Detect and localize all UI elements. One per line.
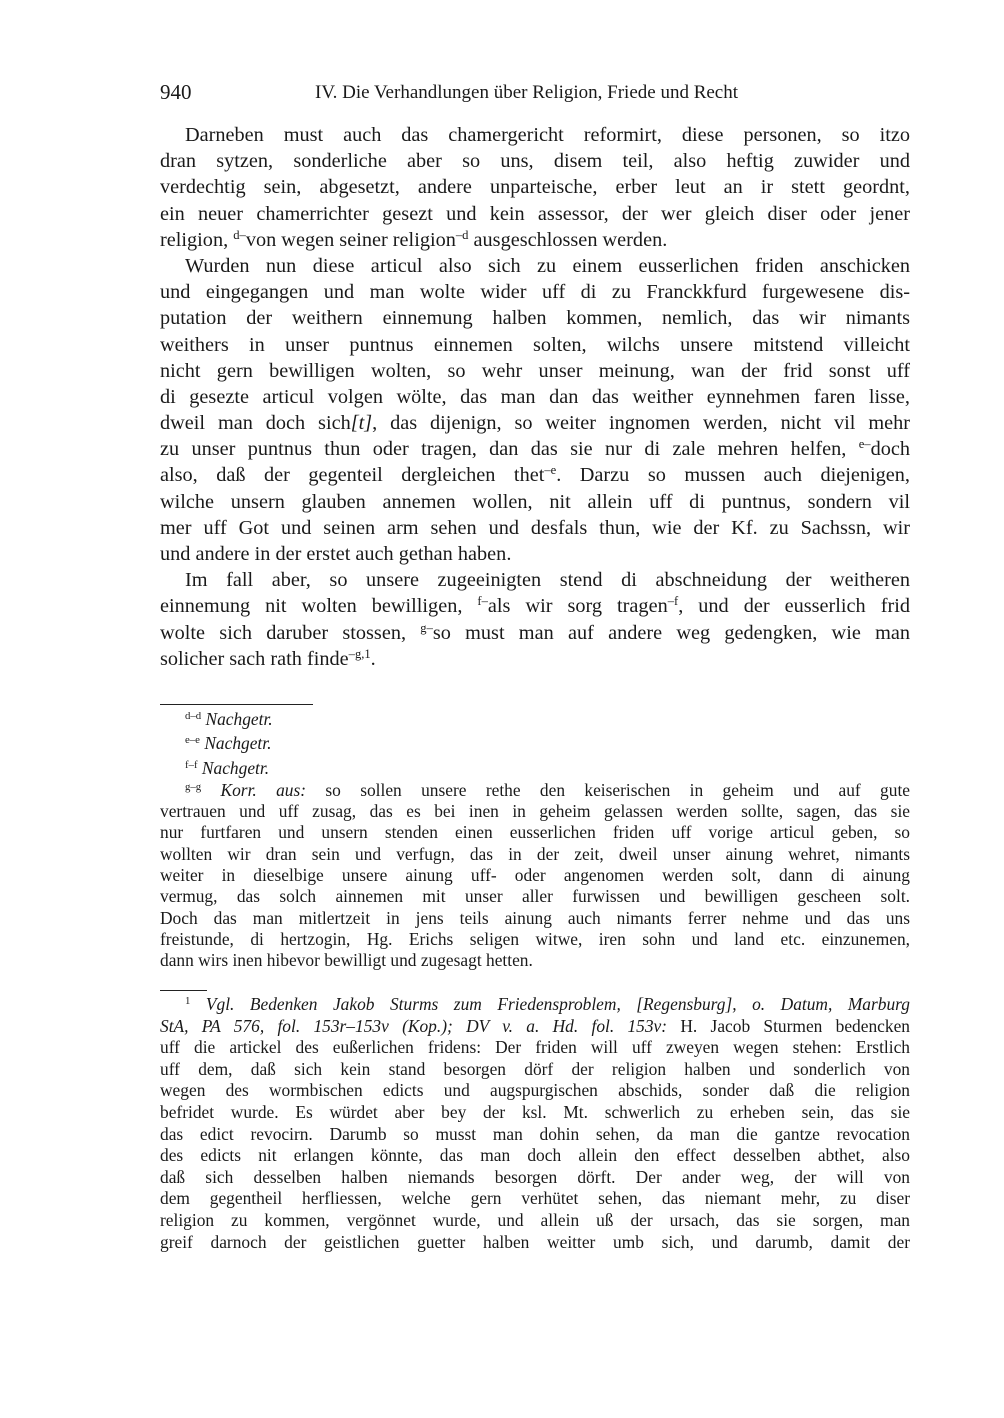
text-line xyxy=(160,865,910,886)
note-marker: –g,1 xyxy=(348,646,371,661)
text-line xyxy=(160,384,910,410)
text-line xyxy=(160,731,910,755)
text-segment: und andere in der erstet auch gethan haben. xyxy=(160,543,512,565)
text-segment: das edict revocirn. Darumb so musst man dohin sehen, da man die gantze revocation xyxy=(160,1123,910,1144)
text-segment: wollten wir dran sein und verfugn, das in der zeit, dweil unser ainung wehret, nimants xyxy=(160,843,910,864)
text-line xyxy=(160,1016,910,1038)
text-segment: vertrauen und uff zusag, das es bei inen in geheim gelassen werden sollte, sagen, das sie xyxy=(160,801,910,822)
text-line xyxy=(160,1080,910,1102)
page-number: 940 xyxy=(160,80,192,104)
footnote-divider xyxy=(160,704,313,705)
text-line xyxy=(160,1232,910,1254)
text-segment: dweil man doch sich xyxy=(160,412,351,435)
text-segment: Wurden nun diese articul also sich zu einem eusserlichen friden anschicken xyxy=(185,254,910,277)
text-segment: , das dijenign, so weiter ingnomen werden, nicht vil mehr xyxy=(372,412,910,435)
text-line xyxy=(160,1188,910,1210)
note-marker: f– xyxy=(477,594,488,609)
text-segment: zu unser puntnus thun oder tragen, dan das sie nur di zale mehren helfen, xyxy=(160,438,859,461)
text-line xyxy=(160,174,910,200)
text-line xyxy=(160,886,910,907)
note-marker: –d xyxy=(455,227,469,242)
text-line xyxy=(160,707,910,731)
text-segment: dem gegentheil herfliessen, welche gern verhütet sehen, das niemant mehr, zu diser xyxy=(160,1188,910,1209)
text-line xyxy=(160,994,910,1016)
text-segment: als wir sorg tragen xyxy=(487,595,668,618)
text-segment: Im fall aber, so unsere zugeeinigten stend di abschneidung der weitheren xyxy=(185,569,910,592)
text-line xyxy=(160,929,910,950)
text-line xyxy=(160,201,910,227)
note-marker: d–d xyxy=(185,710,202,723)
text-segment: verdechtig sein, abgesetzt, andere unparteische, erber leut an ir stett geordnt, xyxy=(160,176,910,199)
italic-text: Vgl. Bedenken Jakob Sturms zum Friedensproblem, [Regensburg], o. Datum, Marburg xyxy=(205,994,910,1014)
text-line xyxy=(160,950,910,971)
main-text xyxy=(160,122,910,672)
text-segment: solicher sach rath finde xyxy=(160,647,349,670)
running-title: IV. Die Verhandlungen über Religion, Friede und Recht xyxy=(315,82,739,103)
text-segment xyxy=(201,780,220,800)
text-segment: religion zu kommen, vergönnet wurde, und allein uß der ursach, das sie sorgen, man xyxy=(160,1209,910,1230)
text-segment: also, daß der gegenteil dergleichen thet xyxy=(160,464,545,487)
note-marker: e– xyxy=(858,437,871,452)
note-marker: e–e xyxy=(185,734,200,747)
text-segment: dran sytzen, sonderliche aber so uns, disem teil, also heftig zuwider und xyxy=(160,150,910,173)
text-segment: und eingegangen und man wolte wider uff di zu Franckkfurd furgewesene dis- xyxy=(160,281,910,304)
text-line xyxy=(160,1210,910,1232)
text-segment: wegen des wormbischen edicts und augspurgischen abschids, sonder daß die religion xyxy=(160,1080,910,1101)
text-segment: weithers in unser puntnus einnemen solten, wilchs unsere mitstend villeicht xyxy=(160,333,910,356)
text-line xyxy=(160,410,910,436)
text-segment: so must man auf andere weg gedengken, wie man xyxy=(432,621,910,644)
text-line xyxy=(160,462,910,488)
italic-text: Nachgetr. xyxy=(201,757,270,778)
text-line xyxy=(160,756,910,780)
note-marker: g– xyxy=(420,620,433,635)
note-marker: d– xyxy=(233,227,246,242)
text-line xyxy=(160,844,910,865)
text-line xyxy=(160,489,910,515)
text-segment: doch xyxy=(870,438,910,461)
text-line xyxy=(160,1167,910,1189)
text-segment: daß sich desselben halben niemands besorgen dörft. Der ander weg, der will von xyxy=(160,1166,910,1187)
text-segment: vermug, das solch ainnemen mit unser aller furwissen und bewilligen gescheen solt. xyxy=(160,886,910,907)
text-line xyxy=(160,227,910,253)
note-marker: 1 xyxy=(185,995,191,1008)
text-segment: Darneben must auch das chamergericht reformirt, diese personen, so itzo xyxy=(185,124,910,146)
text-line xyxy=(160,620,910,646)
italic-text: Nachgetr. xyxy=(204,733,272,754)
text-line xyxy=(160,1145,910,1167)
text-line xyxy=(160,332,910,358)
text-line xyxy=(160,593,910,619)
text-segment: befridet wurde. Es würdet aber bey der ksl. Mt. schwerlich zu erheben sein, das sie xyxy=(160,1101,910,1122)
text-line xyxy=(160,279,910,305)
text-segment: di gesezte articul volgen wölte, das man dan das weither eynnehmen faren lisse, xyxy=(160,385,910,408)
note-marker: f–f xyxy=(185,758,198,771)
text-segment: nur furtfaren und unsern stenden einen eusserlichen friden uff vorige articul geben, so xyxy=(160,822,910,843)
text-segment: weiter in dieselbige unsere ainung uff- oder angenomen werden solt, dann di ainung xyxy=(160,865,910,886)
italic-text: StA, PA 576, fol. 153r–153v (Kop.); DV v. a. Hd. fol. 153v: xyxy=(160,1015,668,1036)
text-segment: ausgeschlossen werden. xyxy=(468,228,668,251)
note-marker: g–g xyxy=(185,780,202,793)
text-segment: von wegen seiner religion xyxy=(245,228,456,251)
italic-text: Korr. aus: xyxy=(220,779,307,800)
text-line xyxy=(160,305,910,331)
text-line xyxy=(160,358,910,384)
text-line xyxy=(160,801,910,822)
text-segment: wolte sich daruber stossen, xyxy=(160,621,421,644)
text-line xyxy=(160,1059,910,1081)
text-segment: religion, xyxy=(160,228,234,251)
text-segment: . xyxy=(370,647,376,670)
text-line xyxy=(160,1124,910,1146)
text-segment: mer uff Got und seinen arm sehen und desfals thun, wie der Kf. zu Sachssn, wir xyxy=(160,516,910,539)
text-line xyxy=(160,1102,910,1124)
italic-text: Nachgetr. xyxy=(205,709,273,729)
text-segment: ein neuer chamerrichter gesezt und kein assessor, der wer gleich diser oder jener xyxy=(160,202,910,225)
text-line xyxy=(160,122,910,148)
text-segment: uff die artickel des eußerlichen fridens: Der friden will uff zweyen wegen stehen: Erstlich xyxy=(160,1037,910,1058)
text-segment: des edicts nit erlangen könnte, das man doch allein den effect desselben abthet, also xyxy=(160,1145,910,1166)
text-segment: dann wirs inen hibevor bewilligt und zugesagt hetten. xyxy=(160,950,533,971)
text-segment: , und der eusserlich frid xyxy=(678,595,910,618)
text-line xyxy=(160,148,910,174)
footnote-1 xyxy=(160,994,910,1253)
text-segment: Doch das man mitlertzeit in jens teils ainung auch nimants ferrer nehme und das uns xyxy=(160,907,910,928)
text-segment: . Darzu so mussen auch diejenigen, xyxy=(556,464,910,487)
text-segment: greif darnoch der geistlichen guetter halben weitter umb sich, und darumb, damit der xyxy=(160,1231,910,1252)
text-line xyxy=(160,822,910,843)
text-line xyxy=(160,253,910,279)
text-segment: so sollen unsere rethe den keiserischen in geheim und auf gute xyxy=(306,779,911,800)
text-segment: uff dem, daß sich kein stand besorgen dörf der religion halben und sonderlich von xyxy=(160,1058,910,1079)
text-segment: einnemung nit wolten bewilligen, xyxy=(160,595,478,618)
text-segment: wilche unsern glauben annemen wollen, nit allein uff di puntnus, sondern vil xyxy=(160,490,910,513)
text-line xyxy=(160,646,910,672)
text-segment: nicht gern bewilligen wolten, so wehr unser meinung, wan der frid sonst uff xyxy=(160,359,910,382)
text-segment: freistunde, di hertzogin, Hg. Erichs seligen witwe, iren sohn und land etc. einzunemen, xyxy=(160,928,910,949)
text-line xyxy=(160,515,910,541)
text-line xyxy=(160,1037,910,1059)
text-line xyxy=(160,541,910,567)
text-line xyxy=(160,780,910,801)
italic-text: [t] xyxy=(350,412,373,435)
text-segment xyxy=(190,994,206,1014)
text-line xyxy=(160,908,910,929)
text-line xyxy=(160,567,910,593)
text-line xyxy=(160,436,910,462)
note-marker: –f xyxy=(667,594,679,609)
textual-notes xyxy=(160,707,910,972)
text-segment: putation der weithern einnemung halben kommen, nemlich, das wir nimants xyxy=(160,307,910,330)
text-segment: H. Jacob Sturmen bedencken xyxy=(667,1015,910,1036)
note-marker: –e xyxy=(544,463,557,478)
footnote-divider-2 xyxy=(160,990,207,991)
